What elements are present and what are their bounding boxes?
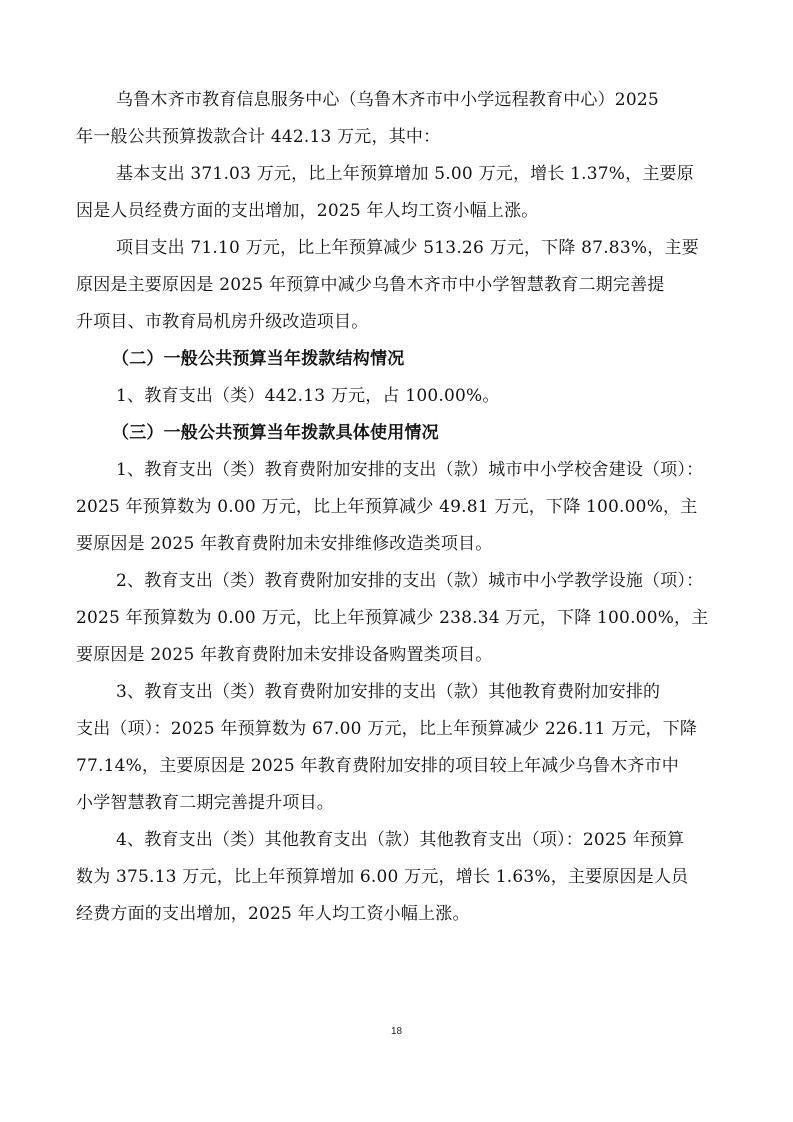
paragraph-line: 支出（项）：2025 年预算数为 67.00 万元，比上年预算减少 226.11 万元，下降 bbox=[76, 719, 698, 739]
paragraph-line: 经费方面的支出增加，2025 年人均工资小幅上涨。 bbox=[76, 904, 470, 924]
paragraph-line: 2025 年预算数为 0.00 万元，比上年预算减少 49.81 万元，下降 100.00%，主 bbox=[76, 497, 698, 517]
paragraph-line: 升项目、市教育局机房升级改造项目。 bbox=[76, 312, 369, 332]
paragraph-line: 1、教育支出（类）教育费附加安排的支出（款）城市中小学校舍建设（项）： bbox=[116, 460, 704, 480]
paragraph-line: 年一般公共预算拨款合计 442.13 万元，其中： bbox=[76, 127, 441, 147]
paragraph-line: 基本支出 371.03 万元，比上年预算增加 5.00 万元，增长 1.37%，主要原 bbox=[116, 164, 694, 184]
paragraph-line: 数为 375.13 万元，比上年预算增加 6.00 万元，增长 1.63%，主要原因是人员 bbox=[76, 867, 689, 887]
paragraph-line: 4、教育支出（类）其他教育支出（款）其他教育支出（项）：2025 年预算 bbox=[116, 830, 685, 850]
paragraph-line: 2、教育支出（类）教育费附加安排的支出（款）城市中小学教学设施（项）： bbox=[116, 571, 704, 591]
paragraph-line: 要原因是 2025 年教育费附加未安排设备购置类项目。 bbox=[76, 645, 493, 665]
paragraph-line: 77.14%，主要原因是 2025 年教育费附加安排的项目较上年减少乌鲁木齐市中 bbox=[76, 756, 679, 776]
paragraph-line: 1、教育支出（类）442.13 万元，占 100.00%。 bbox=[116, 386, 500, 406]
paragraph-line: 乌鲁木齐市教育信息服务中心（乌鲁木齐市中小学远程教育中心）2025 bbox=[116, 90, 659, 110]
paragraph-line: 项目支出 71.10 万元，比上年预算减少 513.26 万元，下降 87.83%，主要 bbox=[116, 238, 699, 258]
page-number: 18 bbox=[390, 1026, 403, 1037]
section-heading: （二）一般公共预算当年拨款结构情况 bbox=[112, 349, 405, 369]
paragraph-line: 因是人员经费方面的支出增加，2025 年人均工资小幅上涨。 bbox=[76, 201, 539, 221]
paragraph-line: 2025 年预算数为 0.00 万元，比上年预算减少 238.34 万元，下降 100.00%，主 bbox=[76, 608, 709, 628]
paragraph-line: 原因是主要原因是 2025 年预算中减少乌鲁木齐市中小学智慧教育二期完善提 bbox=[76, 275, 665, 295]
paragraph-line: 小学智慧教育二期完善提升项目。 bbox=[76, 793, 334, 813]
section-heading: （三）一般公共预算当年拨款具体使用情况 bbox=[112, 423, 439, 443]
paragraph-line: 要原因是 2025 年教育费附加未安排维修改造类项目。 bbox=[76, 534, 493, 554]
paragraph-line: 3、教育支出（类）教育费附加安排的支出（款）其他教育费附加安排的 bbox=[116, 682, 661, 702]
